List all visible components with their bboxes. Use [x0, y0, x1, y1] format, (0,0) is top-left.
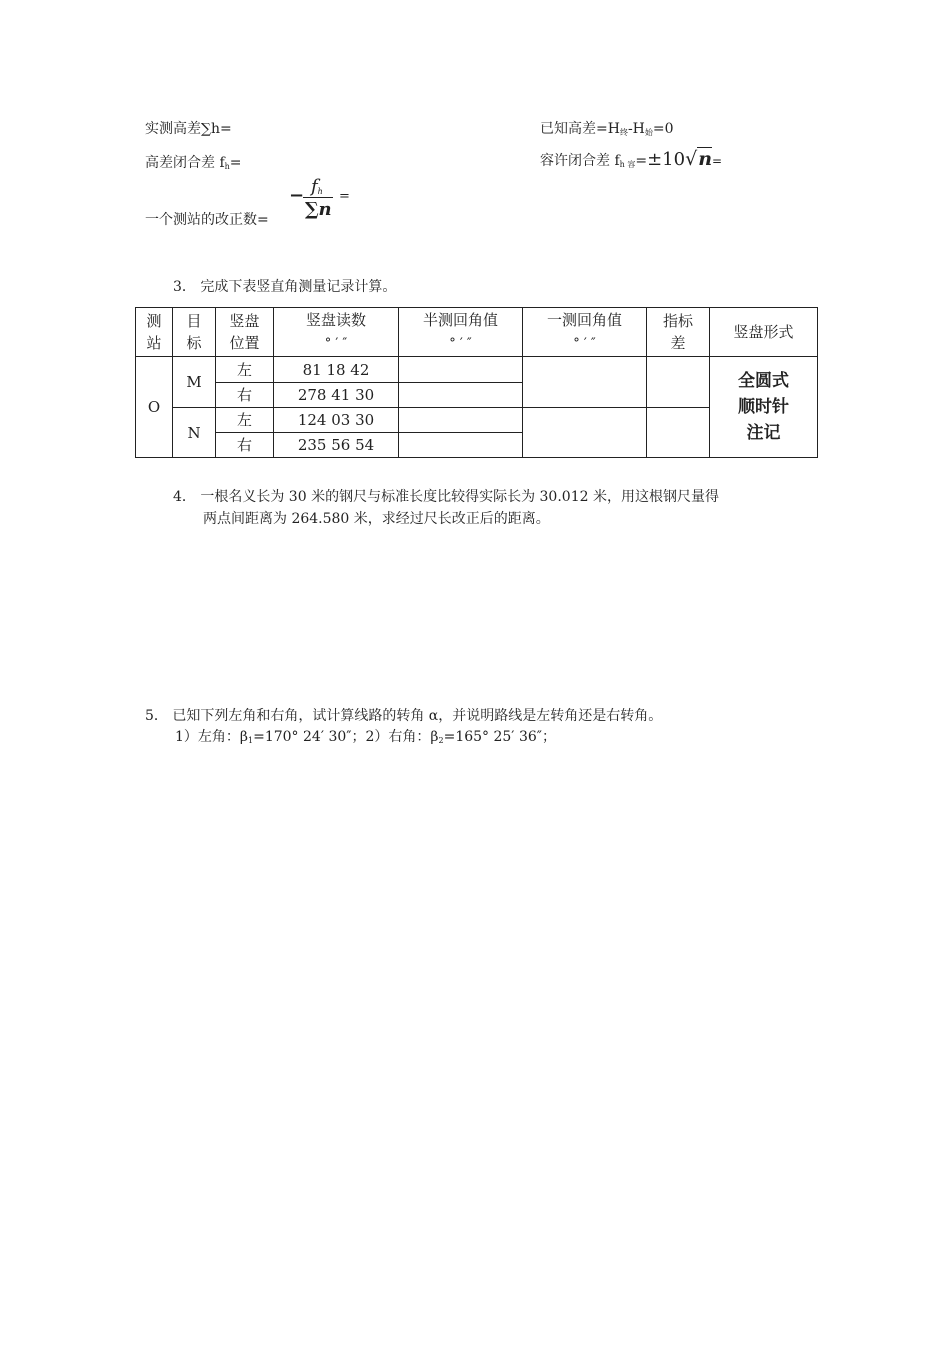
- correction-numerator: [311, 176, 323, 197]
- correction-num-f: f: [311, 176, 318, 197]
- form-cell: [710, 357, 818, 458]
- correction-denominator: ∑n: [305, 199, 332, 220]
- q5-line1: 5． 已知下列左角和右角，试计算线路的转角 α，并说明路线是左转角还是右转角。: [145, 708, 663, 724]
- q5-line2: [175, 726, 556, 746]
- table-header-row: [136, 308, 818, 357]
- half-round-cell[interactable]: [399, 408, 523, 433]
- measured-height-diff: 实测高差∑h=: [145, 121, 232, 137]
- q5-left-angle-label: 1）左角：β: [175, 729, 249, 745]
- q5-angles-mid: =170° 24′ 30″；2）右角：β: [253, 729, 439, 745]
- index-error-cell[interactable]: [647, 357, 710, 408]
- target-cell: N: [173, 408, 216, 458]
- header-full-round: 一测回角值 ° ′ ″: [523, 308, 647, 357]
- header-reading: 竖盘读数 ° ′ ″: [274, 308, 399, 357]
- station-cell: O: [136, 357, 173, 458]
- face-cell: 左: [216, 408, 274, 433]
- table-row: [136, 357, 818, 383]
- reading-cell: 81 18 42: [274, 357, 399, 383]
- header-form: 竖盘形式: [710, 308, 818, 357]
- header-index-error: 指标 差: [647, 308, 710, 357]
- half-round-cell[interactable]: [399, 433, 523, 458]
- face-cell: 右: [216, 433, 274, 458]
- known-height-diff: [540, 118, 674, 138]
- q3-prompt: 3． 完成下表竖直角测量记录计算。: [173, 279, 397, 295]
- half-round-cell[interactable]: [399, 383, 523, 408]
- correction-num-sub: h: [317, 187, 323, 196]
- fraction-bar: [303, 197, 333, 198]
- tolerance-closure: [540, 148, 722, 170]
- correction-label: 一个测站的改正数=: [145, 212, 269, 228]
- sqrt-icon: √: [685, 148, 698, 170]
- reading-cell: 124 03 30: [274, 408, 399, 433]
- correction-minus: −: [289, 185, 305, 206]
- form-value-1: 全圆式: [738, 371, 789, 391]
- q5-angles-end: =165° 25′ 36″；: [443, 729, 556, 745]
- face-cell: 左: [216, 357, 274, 383]
- tolerance-suffix: =: [712, 154, 723, 168]
- header-target: 目 标: [173, 308, 216, 357]
- q4-line1: 4． 一根名义长为 30 米的钢尺与标准长度比较得实际长为 30.012 米，用这根钢尺量得: [173, 489, 719, 505]
- known-diff-mid: -H: [627, 121, 645, 137]
- known-diff-sub1: 终: [619, 128, 628, 137]
- closure-prefix: 高差闭合差 f: [145, 155, 225, 171]
- header-station: 测 站: [136, 308, 173, 357]
- closure-suffix: =: [229, 155, 242, 171]
- tolerance-pm: ±10: [647, 149, 686, 170]
- header-face: 竖盘 位置: [216, 308, 274, 357]
- face-cell: 右: [216, 383, 274, 408]
- full-round-cell[interactable]: [523, 408, 647, 458]
- q5-sub2: 2: [438, 736, 444, 745]
- q5-sub1: 1: [248, 736, 254, 745]
- known-diff-prefix: 已知高差=H: [540, 121, 620, 137]
- known-diff-suffix: =0: [652, 121, 674, 137]
- tolerance-n: n: [698, 148, 713, 170]
- known-diff-sub2: 始: [644, 128, 653, 137]
- header-half-round: 半测回角值 ° ′ ″: [399, 308, 523, 357]
- q4-line2: 两点间距离为 264.580 米，求经过尺长改正后的距离。: [203, 511, 550, 527]
- full-round-cell[interactable]: [523, 357, 647, 408]
- form-value-2: 顺时针: [738, 397, 789, 417]
- height-closure: [145, 152, 242, 172]
- index-error-cell[interactable]: [647, 408, 710, 458]
- tolerance-eq: =: [635, 153, 648, 169]
- target-cell: M: [173, 357, 216, 408]
- vertical-angle-table: [135, 307, 818, 458]
- form-value-3: 注记: [746, 423, 781, 443]
- tolerance-prefix: 容许闭合差 f: [540, 153, 620, 169]
- closure-sub: h: [224, 162, 230, 171]
- half-round-cell[interactable]: [399, 357, 523, 383]
- correction-eq: =: [339, 189, 350, 204]
- tolerance-sub: h 容: [619, 160, 636, 169]
- reading-cell: 278 41 30: [274, 383, 399, 408]
- reading-cell: 235 56 54: [274, 433, 399, 458]
